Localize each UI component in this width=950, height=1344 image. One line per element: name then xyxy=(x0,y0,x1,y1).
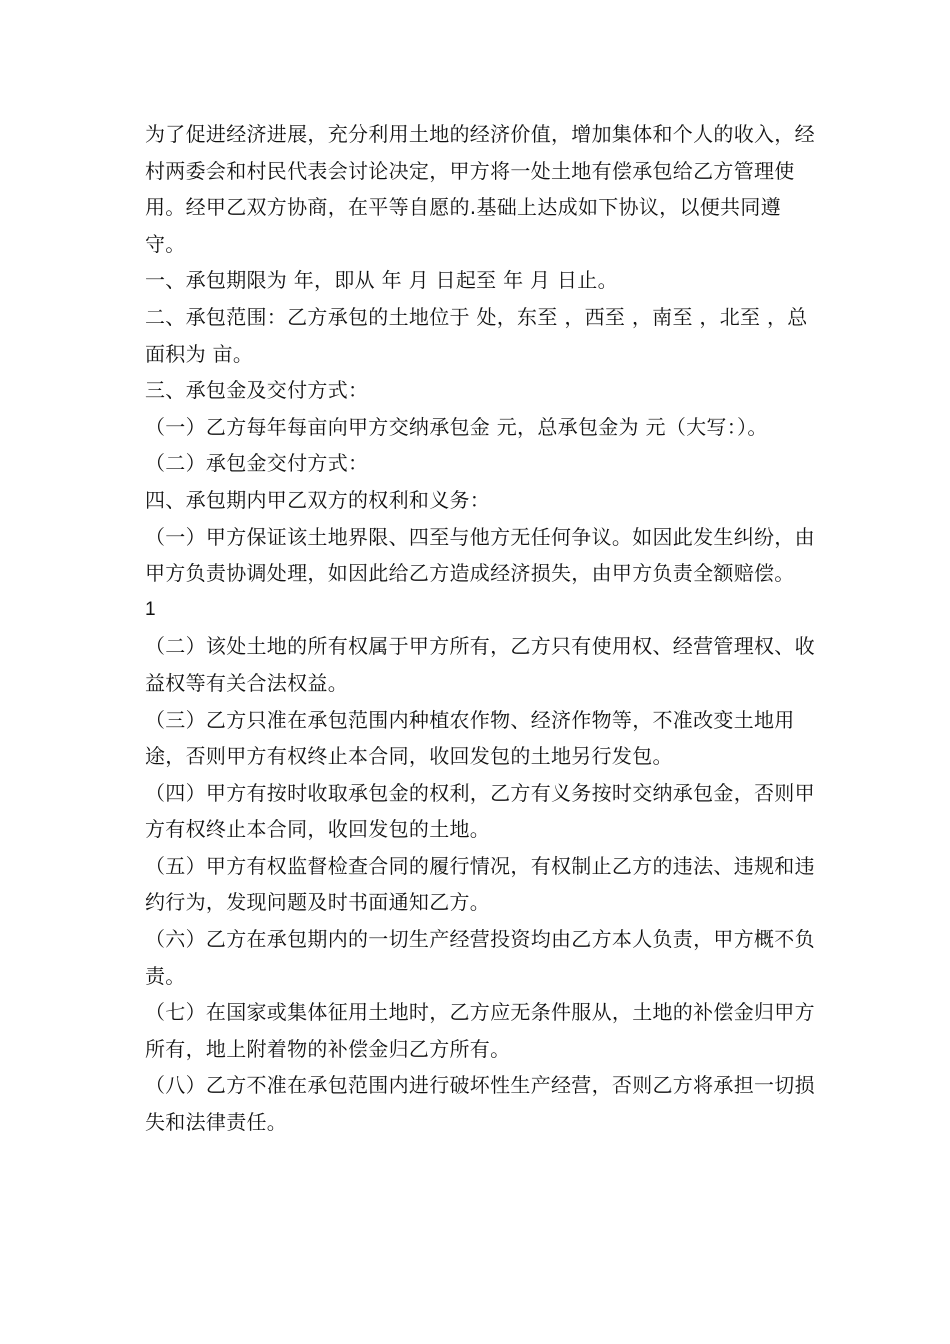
clause-rights-8: （八）乙方不准在承包范围内进行破坏性生产经营，否则乙方将承担一切损失和法律责任。 xyxy=(145,1073,815,1135)
clause-rights-4: （四）甲方有按时收取承包金的权利，乙方有义务按时交纳承包金，否则甲方有权终止本合同，收回发包的土地。 xyxy=(145,780,815,842)
page-number: 1 xyxy=(145,598,156,620)
clause-payment-heading: 三、承包金及交付方式： xyxy=(145,378,369,403)
clause-term: 一、承包期限为 年，即从 年 月 日起至 年 月 日止。 xyxy=(145,268,618,293)
clause-rights-7: （七）在国家或集体征用土地时，乙方应无条件服从，土地的补偿金归甲方所有，地上附着物的补偿金归乙方所有。 xyxy=(145,1000,815,1061)
clause-rights-2: （二）该处土地的所有权属于甲方所有，乙方只有使用权、经营管理权、收益权等有关合法权益。 xyxy=(145,634,815,695)
clause-rights-heading: 四、承包期内甲乙双方的权利和义务： xyxy=(145,487,491,512)
clause-rights-5: （五）甲方有权监督检查合同的履行情况，有权制止乙方的违法、违规和违约行为，发现问题及时书面通知乙方。 xyxy=(145,853,815,915)
clause-payment-1: （一）乙方每年每亩向甲方交纳承包金 元，总承包金为 元（大写：）。 xyxy=(145,414,768,439)
clause-rights-1: （一）甲方保证该土地界限、四至与他方无任何争议。如因此发生纠纷，由甲方负责协调处理，如因此给乙方造成经济损失，由甲方负责全额赔偿。 xyxy=(145,524,815,586)
document-page xyxy=(145,116,815,1141)
clause-scope: 二、承包范围：乙方承包的土地位于 处，东至 ，西至 ，南至 ，北至 ，总面积为 亩。 xyxy=(145,304,808,366)
clause-rights-3: （三）乙方只准在承包范围内种植农作物、经济作物等，不准改变土地用途，否则甲方有权终止本合同，收回发包的土地另行发包。 xyxy=(145,707,795,769)
clause-payment-2: （二）承包金交付方式： xyxy=(145,451,369,476)
clause-rights-6: （六）乙方在承包期内的一切生产经营投资均由乙方本人负责，甲方概不负责。 xyxy=(145,927,815,988)
intro-paragraph: 为了促进经济进展，充分利用土地的经济价值，增加集体和个人的收入，经村两委会和村民代表会讨论决定，甲方将一处土地有偿承包给乙方管理使用。经甲乙双方协商，在平等自愿的.基础上达成如下协议，以便共同遵守。 xyxy=(145,122,815,256)
